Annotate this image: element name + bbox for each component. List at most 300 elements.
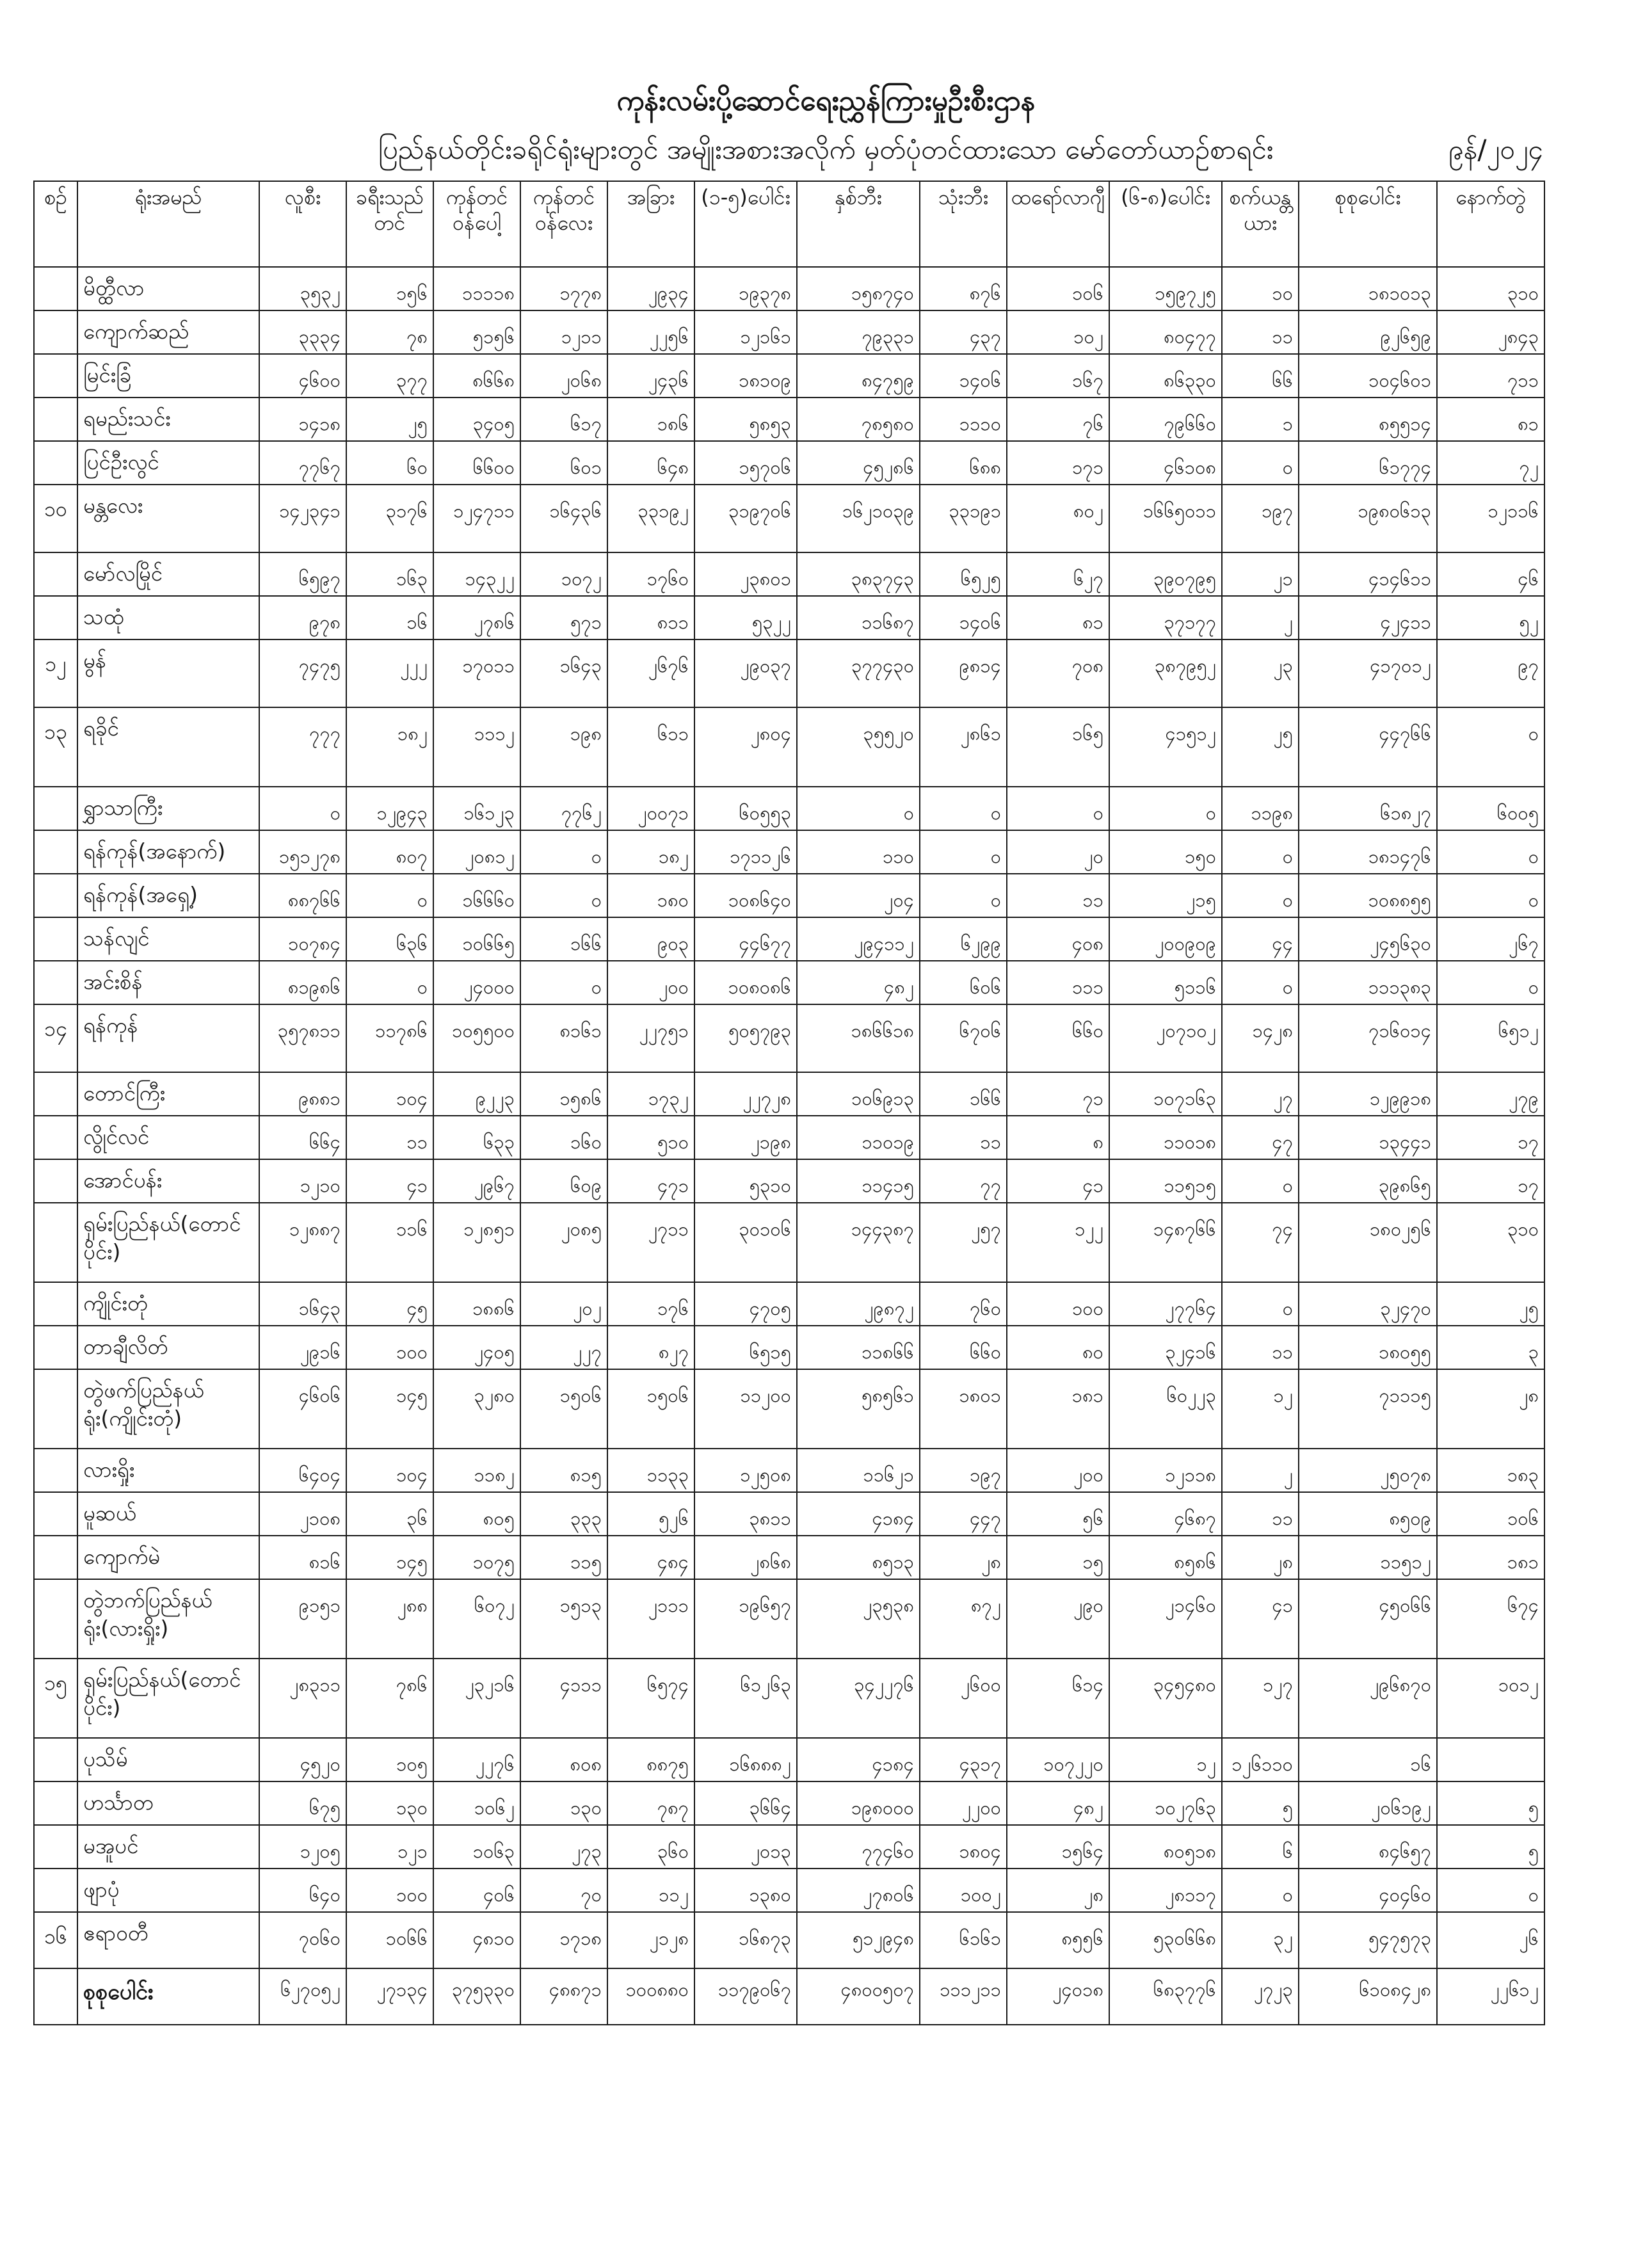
value-cell: ၇၁၁ [1437, 354, 1544, 398]
value-cell: ၁ [1222, 398, 1299, 441]
value-cell: ၂၀၆၈ [520, 354, 607, 398]
table-row [34, 485, 1544, 552]
row-number [34, 398, 77, 441]
value-cell: ၁၃၀ [520, 1781, 607, 1825]
value-cell: ၈၁၉၈၆ [259, 961, 346, 1004]
value-cell: ၂၀၄ [797, 874, 920, 917]
value-cell: ၂၂၀၀ [920, 1781, 1007, 1825]
row-number [34, 1825, 77, 1869]
value-cell: ၂၆ [1437, 1912, 1544, 1968]
value-cell: ၂၆၀၀ [920, 1659, 1007, 1738]
value-cell: ၃၉၀၇၉၅ [1109, 552, 1222, 596]
value-cell: ၀ [920, 787, 1007, 830]
value-cell: ၁၄၈၇၆၆ [1109, 1203, 1222, 1282]
value-cell: ၁၁၄၁၅ [797, 1159, 920, 1203]
value-cell: ၈၁၆၁ [520, 1004, 607, 1072]
office-name: မော်လမြိုင် [77, 552, 259, 596]
value-cell: ၂၈၆၁ [920, 707, 1007, 787]
office-name: မြင်းခြံ [77, 354, 259, 398]
value-cell: ၁၁ [1222, 1492, 1299, 1536]
row-number [34, 552, 77, 596]
value-cell: ၁၀ [1222, 267, 1299, 310]
value-cell: ၆၅၉၇ [259, 552, 346, 596]
value-cell: ၆၁၄ [1007, 1659, 1109, 1738]
office-name: ရန်ကုန် [77, 1004, 259, 1072]
value-cell: ၁၅၀၆ [607, 1369, 694, 1449]
value-cell: ၁၀၄ [346, 1072, 433, 1116]
value-cell: ၂၀၈၅ [520, 1203, 607, 1282]
value-cell: ၁၄၁၈ [259, 398, 346, 441]
value-cell [1437, 1738, 1544, 1781]
value-cell: ၈၄၇၅၉ [797, 354, 920, 398]
value-cell: ၁၄၀၆ [920, 354, 1007, 398]
column-header: နောက်တွဲ [1437, 181, 1544, 267]
value-cell: ၈၁ [1007, 596, 1109, 639]
value-cell: ၀ [346, 874, 433, 917]
value-cell: ၁၄၂၈ [1222, 1004, 1299, 1072]
value-cell: ၂၈ [1007, 1869, 1109, 1912]
value-cell: ၁၁၁ [1007, 961, 1109, 1004]
value-cell: ၆၀၆ [920, 961, 1007, 1004]
value-cell: ၀ [1222, 1159, 1299, 1203]
row-number: ၁၂ [34, 639, 77, 707]
value-cell: ၈၁၆ [259, 1536, 346, 1579]
value-cell: ၆၈၃၇၇၆ [1109, 1968, 1222, 2025]
value-cell: ၂၈ [1437, 1369, 1544, 1449]
value-cell: ၃၂၈၀ [433, 1369, 520, 1449]
value-cell: ၅၈၅၆၁ [797, 1369, 920, 1449]
value-cell: ၂၄၃၆ [607, 354, 694, 398]
table-row [34, 1072, 1544, 1116]
value-cell: ၉၁၅၁ [259, 1579, 346, 1659]
value-cell: ၃၆၀ [607, 1825, 694, 1869]
value-cell: ၀ [1007, 787, 1109, 830]
value-cell: ၀ [1437, 961, 1544, 1004]
value-cell: ၁၄၅ [346, 1369, 433, 1449]
value-cell: ၅ [1437, 1781, 1544, 1825]
column-header: စက်ယန္တယား [1222, 181, 1299, 267]
value-cell: ၆၀၂၂၃ [1109, 1369, 1222, 1449]
value-cell: ၉၇၈ [259, 596, 346, 639]
value-cell: ၁၈၀၁ [920, 1369, 1007, 1449]
value-cell: ၄၁၄၆၁၁ [1299, 552, 1437, 596]
table-row [34, 830, 1544, 874]
value-cell: ၄၁ [346, 1159, 433, 1203]
value-cell: ၁၉၈ [520, 707, 607, 787]
value-cell: ၈ [1007, 1116, 1109, 1159]
value-cell: ၁၁၁၁၈ [433, 267, 520, 310]
value-cell: ၆၇၄ [1437, 1579, 1544, 1659]
row-number [34, 1869, 77, 1912]
header-row [34, 181, 1544, 267]
column-header: (၆-၈)ပေါင်း [1109, 181, 1222, 267]
value-cell: ၅၂ [1437, 596, 1544, 639]
value-cell: ၃၇၇၄၃၀ [797, 639, 920, 707]
value-cell: ၂၀၈၁၂ [433, 830, 520, 874]
value-cell: ၁၆၆ [520, 917, 607, 961]
value-cell: ၁၀၄၆၀၁ [1299, 354, 1437, 398]
value-cell: ၇၈၇ [607, 1781, 694, 1825]
value-cell: ၀ [1222, 830, 1299, 874]
value-cell: ၀ [1437, 830, 1544, 874]
value-cell: ၈၀ [1007, 1326, 1109, 1369]
value-cell: ၁၁၁၀ [920, 398, 1007, 441]
value-cell: ၂၉၀ [1007, 1579, 1109, 1659]
row-number [34, 1203, 77, 1282]
value-cell: ၁၁၅၁၂ [1299, 1536, 1437, 1579]
value-cell: ၄၆၀၆ [259, 1369, 346, 1449]
value-cell: ၃၃၁၉၂ [607, 485, 694, 552]
value-cell: ၃၁၀ [1437, 267, 1544, 310]
value-cell: ၂၄၀၁၈ [1007, 1968, 1109, 2025]
value-cell: ၆၆၀၀ [433, 441, 520, 485]
value-cell: ၃၆၆၄ [694, 1781, 797, 1825]
value-cell: ၁၀၀ [346, 1869, 433, 1912]
value-cell: ၁၀၀ [1007, 1282, 1109, 1326]
value-cell: ၇၀၈ [1007, 639, 1109, 707]
value-cell: ၄၇၁ [607, 1159, 694, 1203]
office-name: ကျောက်မဲ [77, 1536, 259, 1579]
value-cell: ၉၇ [1437, 639, 1544, 707]
value-cell: ၃၉၈၆၅ [1299, 1159, 1437, 1203]
row-number [34, 1116, 77, 1159]
value-cell: ၁၈၁၀၉ [694, 354, 797, 398]
value-cell: ၁၁၈၆၆ [797, 1326, 920, 1369]
table-row [34, 1159, 1544, 1203]
value-cell: ၂၉၃၄ [607, 267, 694, 310]
table-row [34, 1004, 1544, 1072]
value-cell: ၄၅၂၀ [259, 1738, 346, 1781]
value-cell: ၃၅၅၂၀ [797, 707, 920, 787]
value-cell: ၄၁၈၄ [797, 1738, 920, 1781]
value-cell: ၈၇၆ [920, 267, 1007, 310]
value-cell: ၃ [1437, 1326, 1544, 1369]
row-number [34, 441, 77, 485]
row-number [34, 1369, 77, 1449]
value-cell: ၇၇ [920, 1159, 1007, 1203]
column-header: အခြား [607, 181, 694, 267]
value-cell: ၆၇၅ [259, 1781, 346, 1825]
value-cell: ၁၈၁ [1437, 1536, 1544, 1579]
value-cell: ၂၉၁၆ [259, 1326, 346, 1369]
value-cell: ၄၈၄ [607, 1536, 694, 1579]
office-name: တွဲဖက်ပြည်နယ်ရုံး(ကျိုင်းတုံ) [77, 1369, 259, 1449]
value-cell: ၁၈၀၅၅ [1299, 1326, 1437, 1369]
office-name: ပြင်ဦးလွင် [77, 441, 259, 485]
value-cell: ၄၄၇ [920, 1492, 1007, 1536]
value-cell: ၃၂၄၇၀ [1299, 1282, 1437, 1326]
office-name: ရခိုင် [77, 707, 259, 787]
value-cell: ၂၈ [1222, 1536, 1299, 1579]
column-header: စုစုပေါင်း [1299, 181, 1437, 267]
value-cell: ၆၄၀ [259, 1869, 346, 1912]
value-cell: ၄၁၁၁ [520, 1659, 607, 1738]
value-cell: ၂၉၀၃၇ [694, 639, 797, 707]
value-cell: ၁၇၁ [1007, 441, 1109, 485]
value-cell: ၇၂ [1437, 441, 1544, 485]
vehicle-registration-table [33, 181, 1545, 2025]
value-cell: ၆၀၀၅ [1437, 787, 1544, 830]
value-cell: ၂၂၂ [346, 639, 433, 707]
value-cell: ၆၁၇ [520, 398, 607, 441]
value-cell: ၂၁ [1222, 552, 1299, 596]
value-cell: ၁၅၁၃ [520, 1579, 607, 1659]
value-cell: ၂၁၁၁ [607, 1579, 694, 1659]
value-cell: ၁၇၆ [607, 1282, 694, 1326]
value-cell: ၁၆ [1299, 1738, 1437, 1781]
table-row [34, 707, 1544, 787]
value-cell: ၂၀ [1007, 830, 1109, 874]
office-name: ဖျာပုံ [77, 1869, 259, 1912]
value-cell: ၅၁၁၆ [1109, 961, 1222, 1004]
value-cell: ၁၆၀ [520, 1116, 607, 1159]
row-number [34, 1738, 77, 1781]
value-cell: ၀ [1437, 707, 1544, 787]
row-number [34, 310, 77, 354]
value-cell: ၁၆၂၁၀၃၉ [797, 485, 920, 552]
value-cell: ၁၁၁၃၈၃ [1299, 961, 1437, 1004]
value-cell: ၃၃၃၄ [259, 310, 346, 354]
value-cell: ၇၆ [1007, 398, 1109, 441]
value-cell: ၂၂၆၁၂ [1437, 1968, 1544, 2025]
value-cell: ၆၁၈၂၇ [1299, 787, 1437, 830]
value-cell: ၂၇၈၀၆ [797, 1869, 920, 1912]
value-cell: ၅၃၀၆၆၈ [1109, 1912, 1222, 1968]
value-cell: ၄၄၇၆၆ [1299, 707, 1437, 787]
value-cell: ၂၉၆၇ [433, 1159, 520, 1203]
value-cell: ၈၆၃၃၀ [1109, 354, 1222, 398]
value-cell: ၂၈၁၁၇ [1109, 1869, 1222, 1912]
column-header: ကုန်တင်ဝန်လေး [520, 181, 607, 267]
value-cell: ၁၂၈၅၁ [433, 1203, 520, 1282]
value-cell: ၂၂၅၆ [607, 310, 694, 354]
value-cell: ၂၀၀ [1007, 1449, 1109, 1492]
value-cell: ၁၆ [346, 596, 433, 639]
value-cell: ၁၂၁၁၆ [1437, 485, 1544, 552]
value-cell: ၇၀ [520, 1869, 607, 1912]
value-cell: ၄၆၈၇ [1109, 1492, 1222, 1536]
column-header: (၁-၅)ပေါင်း [694, 181, 797, 267]
table-row [34, 1492, 1544, 1536]
value-cell: ၂၄၅၆၃၀ [1299, 917, 1437, 961]
value-cell: ၆၅၁၂ [1437, 1004, 1544, 1072]
row-number [34, 1781, 77, 1825]
value-cell: ၂၂၇၆ [433, 1738, 520, 1781]
value-cell: ၈၂၇ [607, 1326, 694, 1369]
value-cell: ၂၈၆၈ [694, 1536, 797, 1579]
value-cell: ၁၀၆၆၅ [433, 917, 520, 961]
value-cell: ၃၄၅၄၈၀ [1109, 1659, 1222, 1738]
table-row [34, 639, 1544, 707]
value-cell: ၆၂၇ [1007, 552, 1109, 596]
value-cell: ၇၇၄၆၀ [797, 1825, 920, 1869]
value-cell: ၁၆၁၂၃ [433, 787, 520, 830]
value-cell: ၁၅၆၄ [1007, 1825, 1109, 1869]
row-number: ၁၀ [34, 485, 77, 552]
value-cell: ၀ [1222, 1282, 1299, 1326]
value-cell: ၁၂၈၈၇ [259, 1203, 346, 1282]
value-cell: ၆၆၀ [920, 1326, 1007, 1369]
value-cell: ၁၈၁ [1007, 1369, 1109, 1449]
value-cell: ၁၉၈၀၀၀ [797, 1781, 920, 1825]
value-cell: ၁၅၆ [346, 267, 433, 310]
value-cell: ၁၂ [1222, 1369, 1299, 1449]
value-cell: ၁၅၈၆ [520, 1072, 607, 1116]
value-cell: ၆၈၈ [920, 441, 1007, 485]
value-cell: ၆၃၆ [346, 917, 433, 961]
value-cell: ၈၀၂ [1007, 485, 1109, 552]
table-row [34, 1659, 1544, 1738]
row-number: ၁၅ [34, 1659, 77, 1738]
value-cell: ၂၀၀၇၁ [607, 787, 694, 830]
value-cell: ၄၇ [1222, 1116, 1299, 1159]
value-cell: ၃၁၀ [1437, 1203, 1544, 1282]
table-row [34, 310, 1544, 354]
office-name: ရန်ကုန်(အနောက်) [77, 830, 259, 874]
value-cell: ၆၀၅၅၃ [694, 787, 797, 830]
value-cell: ၂၀၁၃ [694, 1825, 797, 1869]
value-cell: ၇၉၆၆၀ [1109, 398, 1222, 441]
value-cell: ၆၁၂၆၃ [694, 1659, 797, 1738]
value-cell: ၁၁ [920, 1116, 1007, 1159]
value-cell: ၈၈၇၆၆ [259, 874, 346, 917]
value-cell: ၂၂၇၂၈ [694, 1072, 797, 1116]
value-cell: ၀ [520, 830, 607, 874]
office-name: ကျိုင်းတုံ [77, 1282, 259, 1326]
value-cell: ၁၈၆၆၁၈ [797, 1004, 920, 1072]
value-cell: ၆၄၀၄ [259, 1449, 346, 1492]
table-row [34, 354, 1544, 398]
value-cell: ၈၆၆၈ [433, 354, 520, 398]
value-cell: ၂၁၅ [1109, 874, 1222, 917]
value-cell: ၁၀၀၈၈၀ [607, 1968, 694, 2025]
value-cell: ၇၀၆၀ [259, 1912, 346, 1968]
value-cell: ၁၈၁၀၁၃ [1299, 267, 1437, 310]
value-cell: ၂၆၇၆ [607, 639, 694, 707]
row-number [34, 1282, 77, 1326]
value-cell: ၄၁၇၀၁၂ [1299, 639, 1437, 707]
value-cell: ၁၀၇၂ [520, 552, 607, 596]
row-number [34, 1579, 77, 1659]
row-number [34, 1326, 77, 1369]
office-name: ဟင်္သာတ [77, 1781, 259, 1825]
value-cell: ၅၁၀ [607, 1116, 694, 1159]
office-name: မွန် [77, 639, 259, 707]
office-name: သထုံ [77, 596, 259, 639]
value-cell: ၅ [1437, 1825, 1544, 1869]
total-row [34, 1968, 1544, 2025]
value-cell: ၁၆၄၃ [259, 1282, 346, 1326]
value-cell: ၁၂၉၉၁၈ [1299, 1072, 1437, 1116]
value-cell: ၁၀၂၇၆၃ [1109, 1781, 1222, 1825]
value-cell: ၁၄၃၂၂ [433, 552, 520, 596]
value-cell: ၇၁၁၁၅ [1299, 1369, 1437, 1449]
value-cell: ၁၂၁၁၈ [1109, 1449, 1222, 1492]
office-name: တောင်ကြီး [77, 1072, 259, 1116]
value-cell: ၃၅၇၈၁၁ [259, 1004, 346, 1072]
office-name: ရမည်းသင်း [77, 398, 259, 441]
value-cell: ၂၈၃၁၁ [259, 1659, 346, 1738]
value-cell: ၆၄၈ [607, 441, 694, 485]
value-cell: ၁၇ [1437, 1116, 1544, 1159]
value-cell: ၆၀၇၂ [433, 1579, 520, 1659]
value-cell: ၄၂၄၁၁ [1299, 596, 1437, 639]
table-row [34, 787, 1544, 830]
table-row [34, 1116, 1544, 1159]
row-number [34, 1492, 77, 1536]
value-cell: ၂၇၁၃၄ [346, 1968, 433, 2025]
office-name: တွဲဘက်ပြည်နယ်ရုံး(လားရှိုး) [77, 1579, 259, 1659]
value-cell: ၄၈၈၇၁ [520, 1968, 607, 2025]
value-cell: ၃၁၇၆ [346, 485, 433, 552]
value-cell: ၁၁၁၂ [433, 707, 520, 787]
value-cell: ၁၈၀၄ [920, 1825, 1007, 1869]
table-row [34, 1369, 1544, 1449]
value-cell: ၉၀၃ [607, 917, 694, 961]
row-number [34, 1449, 77, 1492]
value-cell: ၁၉၆၅၇ [694, 1579, 797, 1659]
office-name: စုစုပေါင်း [77, 1968, 259, 2025]
value-cell: ၁၂၁၆၁ [694, 310, 797, 354]
value-cell: ၁၁၁၂၁၁ [920, 1968, 1007, 2025]
value-cell: ၀ [1437, 1869, 1544, 1912]
table-row [34, 552, 1544, 596]
value-cell: ၁၀၇၈၄ [259, 917, 346, 961]
value-cell: ၅၄၇၅၇၃ [1299, 1912, 1437, 1968]
value-cell: ၂၁၉၈ [694, 1116, 797, 1159]
value-cell: ၄၈၂ [1007, 1781, 1109, 1825]
value-cell: ၁၇၆၀ [607, 552, 694, 596]
value-cell: ၈၀၅၁၈ [1109, 1825, 1222, 1869]
value-cell: ၈၁၅ [520, 1449, 607, 1492]
column-header: နှစ်ဘီး [797, 181, 920, 267]
value-cell: ၃၂ [1222, 1912, 1299, 1968]
row-number [34, 596, 77, 639]
value-cell: ၂၅ [1437, 1282, 1544, 1326]
value-cell: ၄၁ [1007, 1159, 1109, 1203]
value-cell: ၁၁ [346, 1116, 433, 1159]
value-cell: ၁၄၅ [346, 1536, 433, 1579]
value-cell: ၁၀၆၆ [346, 1912, 433, 1968]
office-name: မူဆယ် [77, 1492, 259, 1536]
value-cell: ၁၀၅ [346, 1738, 433, 1781]
row-number [34, 1159, 77, 1203]
value-cell: ၁၀၈၈၅၅ [1299, 874, 1437, 917]
value-cell: ၄၈၁၀ [433, 1912, 520, 1968]
value-cell: ၈၅၅၆ [1007, 1912, 1109, 1968]
value-cell: ၆၆ [1222, 354, 1299, 398]
value-cell: ၄၁၈၄ [797, 1492, 920, 1536]
value-cell: ၀ [520, 961, 607, 1004]
value-cell: ၅၂၆ [607, 1492, 694, 1536]
value-cell: ၀ [920, 874, 1007, 917]
value-cell: ၁၃၈၀ [694, 1869, 797, 1912]
value-cell: ၁၈၂ [346, 707, 433, 787]
value-cell: ၀ [1222, 874, 1299, 917]
value-cell: ၁၁၆၂၁ [797, 1449, 920, 1492]
value-cell: ၀ [259, 787, 346, 830]
value-cell: ၅၃၂၂ [694, 596, 797, 639]
value-cell: ၁၇၁၈ [520, 1912, 607, 1968]
value-cell: ၈၅၀၉ [1299, 1492, 1437, 1536]
value-cell: ၂၈၈ [346, 1579, 433, 1659]
value-cell: ၁၆၆၅၀၁၁ [1109, 485, 1222, 552]
value-cell: ၁၆၆ [920, 1072, 1007, 1116]
value-cell: ၃၂၄၁၆ [1109, 1326, 1222, 1369]
value-cell: ၁၉၇ [920, 1449, 1007, 1492]
office-name: ဧရာဝတီ [77, 1912, 259, 1968]
value-cell: ၁၂၉၄၃ [346, 787, 433, 830]
